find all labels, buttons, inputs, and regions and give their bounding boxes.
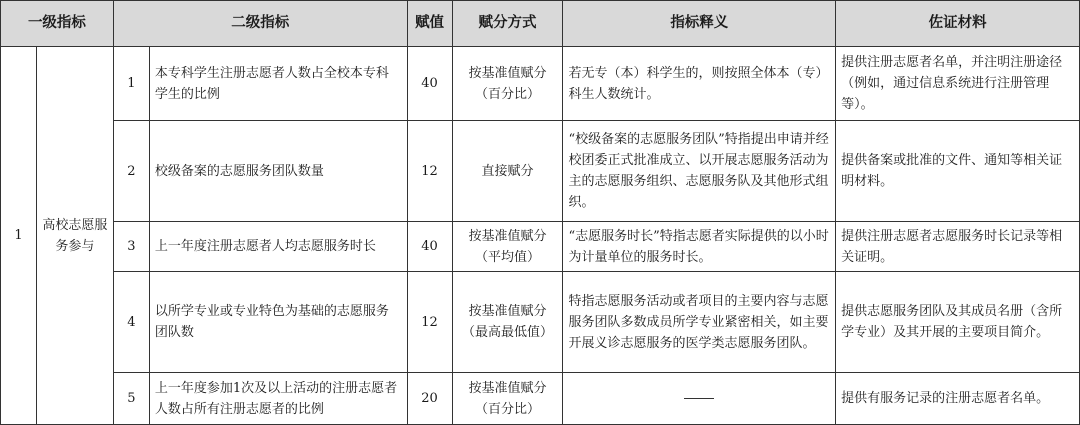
definition-cell: 特指志愿服务活动或者项目的主要内容与志愿服务团队多数成员所学专业紧密相关，如主要开展义诊志愿服务的医学类志愿服务团队。 [563,272,836,373]
header-level2: 二级指标 [113,1,407,47]
definition-cell: 若无专（本）科学生的，则按照全体本（专）科生人数统计。 [563,47,836,121]
row-number: 2 [113,121,149,222]
indicator-cell: 上一年度参加1次及以上活动的注册志愿者人数占所有注册志愿者的比例 [149,373,407,425]
method-cell: 按基准值赋分（百分比） [452,47,563,121]
table-header-row [1,1,1080,47]
header-method: 赋分方式 [452,1,563,47]
evidence-cell: 提供备案或批准的文件、通知等相关证明材料。 [836,121,1080,222]
evidence-cell: 提供注册志愿者名单，并注明注册途径（例如，通过信息系统进行注册管理等）。 [836,47,1080,121]
table-row [1,121,1080,222]
indicator-cell: 上一年度注册志愿者人均志愿服务时长 [149,222,407,272]
score-cell: 20 [407,373,452,425]
table-row [1,47,1080,121]
header-score: 赋值 [407,1,452,47]
evidence-cell: 提供有服务记录的注册志愿者名单。 [836,373,1080,425]
level1-index: 1 [1,47,37,425]
indicator-cell: 以所学专业或专业特色为基础的志愿服务团队数 [149,272,407,373]
table-row [1,222,1080,272]
row-number: 3 [113,222,149,272]
evidence-cell: 提供志愿服务团队及其成员名册（含所学专业）及其开展的主要项目简介。 [836,272,1080,373]
definition-cell: “校级备案的志愿服务团队”特指提出申请并经校团委正式批准成立、以开展志愿服务活动为主的志愿服务组织、志愿服务队及其他形式组织。 [563,121,836,222]
definition-cell: “志愿服务时长”特指志愿者实际提供的以小时为计量单位的服务时长。 [563,222,836,272]
row-number: 4 [113,272,149,373]
table-row [1,373,1080,425]
indicator-cell: 校级备案的志愿服务团队数量 [149,121,407,222]
score-cell: 12 [407,272,452,373]
score-cell: 40 [407,47,452,121]
empty-dash [684,398,714,399]
row-number: 5 [113,373,149,425]
method-cell: 按基准值赋分（平均值） [452,222,563,272]
header-evidence: 佐证材料 [836,1,1080,47]
table-row [1,272,1080,373]
method-cell: 按基准值赋分（百分比） [452,373,563,425]
evidence-cell: 提供注册志愿者志愿服务时长记录等相关证明。 [836,222,1080,272]
score-cell: 40 [407,222,452,272]
definition-cell-empty [563,373,836,425]
level1-name: 高校志愿服务参与 [36,47,113,425]
row-number: 1 [113,47,149,121]
method-cell: 直接赋分 [452,121,563,222]
method-cell: 按基准值赋分（最高最低值） [452,272,563,373]
header-level1: 一级指标 [1,1,114,47]
header-definition: 指标释义 [563,1,836,47]
score-cell: 12 [407,121,452,222]
indicator-cell: 本专科学生注册志愿者人数占全校本专科学生的比例 [149,47,407,121]
